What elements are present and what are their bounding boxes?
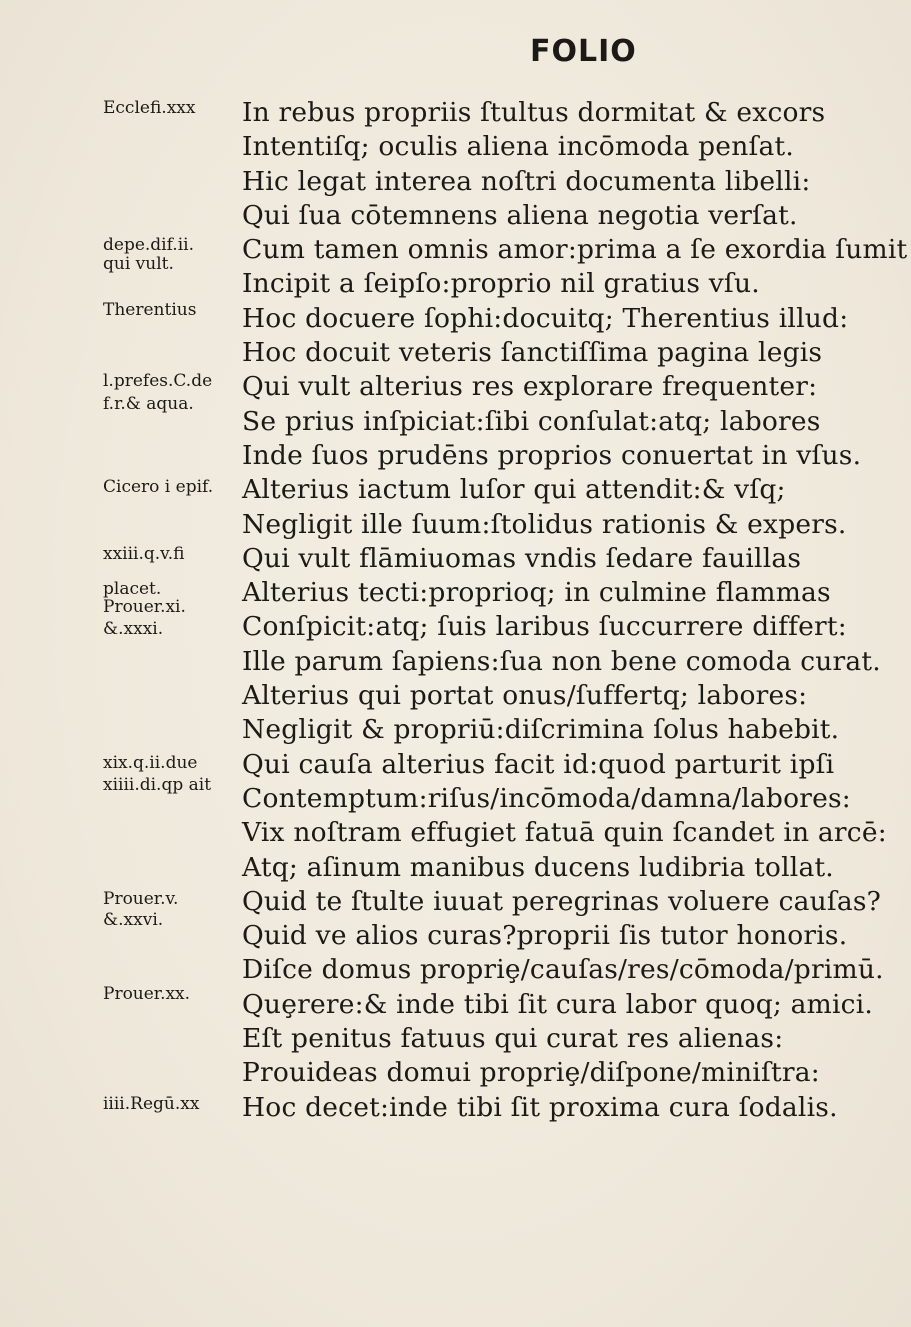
margin-note: Prouer.xi. bbox=[103, 597, 186, 617]
margin-note: xxiii.q.v.fi bbox=[103, 544, 185, 564]
marginalia-column bbox=[0, 0, 240, 1327]
verse-line: Qui vult flāmiuomas vndis ſedare fauillas bbox=[242, 542, 802, 574]
verse-text-block bbox=[242, 96, 908, 1125]
margin-note: Therentius bbox=[103, 300, 197, 320]
verse-line: Inde ſuos prudēns proprios conuertat in vſus. bbox=[242, 439, 862, 471]
verse-line: Alterius tecti:proprioq; in culmine flammas bbox=[242, 577, 831, 609]
margin-note: Ecclefi.xxx bbox=[103, 98, 196, 118]
verse-line: Intentiſq; oculis aliena incōmoda penſat. bbox=[242, 131, 794, 163]
verse-line: Diſce domus propriȩ/cauſas/res/cōmoda/primū. bbox=[242, 954, 884, 986]
margin-note: &.xxvi. bbox=[103, 910, 164, 930]
margin-note: depe.dif.ii. bbox=[103, 235, 194, 255]
verse-line: Hoc docuit veteris ſanctiſſima pagina legis bbox=[242, 337, 823, 369]
verse-line: Hoc docuere ſophi:docuitq; Therentius illud: bbox=[242, 302, 849, 334]
verse-line: Hic legat interea noſtri documenta libelli: bbox=[242, 165, 811, 197]
verse-line: Negligit ille ſuum:ſtolidus rationis & expers. bbox=[242, 508, 847, 540]
margin-note: &.xxxi. bbox=[103, 619, 164, 639]
margin-note: l.prefes.C.de bbox=[103, 371, 213, 391]
verse-line: Prouideas domui propriȩ/diſpone/miniſtra: bbox=[242, 1057, 820, 1089]
margin-note: qui vult. bbox=[103, 254, 174, 274]
margin-note: Prouer.v. bbox=[103, 889, 179, 909]
verse-line: Incipit a ſeipſo:proprio nil gratius vſu. bbox=[242, 268, 760, 300]
folio-header: FOLIO bbox=[530, 34, 637, 69]
margin-note: f.r.& aqua. bbox=[103, 394, 194, 414]
verse-line: Atq; aſinum manibus ducens ludibria tollat. bbox=[242, 851, 834, 883]
verse-line: Cum tamen omnis amor:prima a ſe exordia ſumit bbox=[242, 234, 908, 266]
verse-line: Alterius qui portat onus/ſuffertq; labores: bbox=[242, 680, 808, 712]
margin-note: Prouer.xx. bbox=[103, 984, 191, 1004]
verse-line: In rebus propriis ſtultus dormitat & excors bbox=[242, 97, 826, 128]
verse-line: Vix noſtram effugiet fatuā quin ſcandet in arcē: bbox=[242, 817, 887, 849]
verse-line: Ille parum ſapiens:ſua non bene comoda curat. bbox=[242, 645, 881, 677]
verse-line: Eſt penitus fatuus qui curat res alienas: bbox=[242, 1023, 784, 1055]
verse-line: Alterius iactum luſor qui attendit:& vſq; bbox=[242, 474, 786, 506]
margin-note: placet. bbox=[103, 579, 162, 599]
verse-line: Negligit & propriū:diſcrimina ſolus habebit. bbox=[242, 714, 840, 746]
verse-line: Hoc decet:inde tibi ſit proxima cura ſodalis. bbox=[242, 1091, 838, 1123]
margin-note: xiiii.di.qp ait bbox=[103, 775, 212, 795]
verse-line: Qui cauſa alterius facit id:quod parturit ipſi bbox=[242, 748, 835, 780]
verse-line: Qui ſua cōtemnens aliena negotia verſat. bbox=[242, 199, 798, 231]
verse-line: Se prius inſpiciat:ſibi conſulat:atq; labores bbox=[242, 405, 821, 437]
margin-note: Cicero i epif. bbox=[103, 477, 214, 497]
verse-line: Conſpicit:atq; ſuis laribus ſuccurrere differt: bbox=[242, 611, 847, 643]
margin-note: xix.q.ii.due bbox=[103, 753, 198, 773]
verse-line: Contemptum:riſus/incōmoda/damna/labores: bbox=[242, 782, 851, 814]
verse-line: Quȩrere:& inde tibi ſit cura labor quoq; amici. bbox=[242, 988, 873, 1020]
verse-line: Quid te ſtulte iuuat peregrinas voluere cauſas? bbox=[242, 885, 882, 917]
margin-note: iiii.Regū.xx bbox=[103, 1094, 200, 1114]
verse-line: Qui vult alterius res explorare frequenter: bbox=[242, 371, 818, 403]
verse-line: Quid ve alios curas?proprii ſis tutor honoris. bbox=[242, 920, 848, 952]
